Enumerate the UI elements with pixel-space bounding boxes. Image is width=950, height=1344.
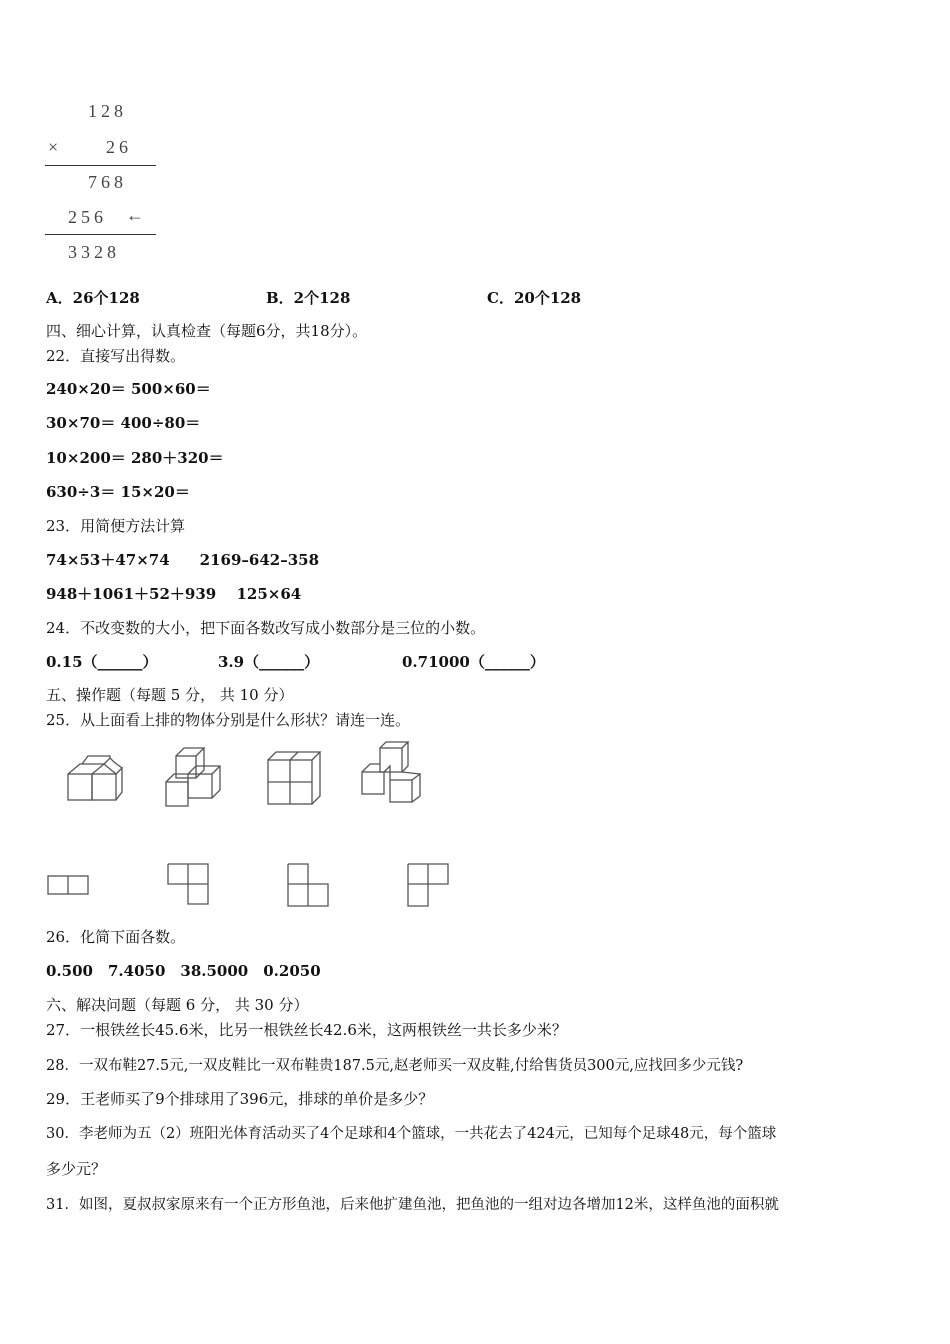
q24-title: 24．不改变数的大小，把下面各数改写成小数部分是三位的小数。 xyxy=(46,619,486,637)
section-6-title: 六、解决问题（每题 6 分， 共 30 分） xyxy=(46,996,309,1014)
option-c: C．20个128 xyxy=(487,289,582,307)
cube-figure-2 xyxy=(158,744,228,810)
mult-partial1: 768 xyxy=(88,172,127,192)
top-view-shape-4 xyxy=(404,860,454,910)
mult-second: 26 xyxy=(106,137,132,157)
mult-result: 3328 xyxy=(68,242,120,262)
q23-row: 74×53＋47×74 2169–642–358 xyxy=(46,551,320,569)
arrow-left-icon: ← xyxy=(126,205,148,225)
mult-rule-2 xyxy=(45,234,156,235)
q22-row: 630÷3＝ 15×20＝ xyxy=(46,483,190,501)
q30-line-2: 多少元？ xyxy=(46,1160,107,1178)
q27: 27．一根铁丝长45.6米，比另一根铁丝长42.6米，这两根铁丝一共长多少米？ xyxy=(46,1021,567,1039)
q22-title: 22．直接写出得数。 xyxy=(46,347,186,365)
q22-row: 240×20＝ 500×60＝ xyxy=(46,380,211,398)
q29: 29．王老师买了9个排球用了396元，排球的单价是多少？ xyxy=(46,1090,434,1108)
option-a: A．26个128 xyxy=(46,289,140,307)
q24-item: 0.15（______） xyxy=(46,653,158,671)
top-view-shape-1 xyxy=(46,872,92,898)
top-view-shape-2 xyxy=(164,860,214,908)
q24-item: 3.9（______） xyxy=(218,653,320,671)
option-b: B．2个128 xyxy=(266,289,351,307)
q30-line-1: 30．李老师为五（2）班阳光体育活动买了4个足球和4个篮球，一共花去了424元，已知每个足球48元，每个篮球 xyxy=(46,1126,777,1142)
q24-item: 0.71000（______） xyxy=(402,653,545,671)
cube-figure-1 xyxy=(62,752,128,804)
q23-title: 23．用简便方法计算 xyxy=(46,517,186,535)
q26-row: 0.500 7.4050 38.5000 0.2050 xyxy=(46,962,321,980)
section-4-title: 四、细心计算，认真检查（每题6分，共18分）。 xyxy=(46,322,368,340)
q23-row: 948＋1061＋52＋939 125×64 xyxy=(46,585,302,603)
cube-figure-4 xyxy=(356,738,428,808)
q28: 28．一双布鞋27.5元,一双皮鞋比一双布鞋贵187.5元,赵老师买一双皮鞋,付给售货员300元,应找回多少元钱? xyxy=(46,1058,744,1074)
top-view-shape-3 xyxy=(284,860,334,910)
q26-title: 26．化简下面各数。 xyxy=(46,928,186,946)
cube-figure-3 xyxy=(260,746,326,808)
q22-row: 30×70＝ 400÷80＝ xyxy=(46,414,201,432)
mult-rule-1 xyxy=(45,165,156,166)
q22-row: 10×200＝ 280＋320＝ xyxy=(46,449,224,467)
section-5-title: 五、操作题（每题 5 分， 共 10 分） xyxy=(46,686,294,704)
mult-top: 128 xyxy=(88,101,127,121)
mult-partial2: 256 xyxy=(68,207,107,227)
q25-title: 25．从上面看上排的物体分别是什么形状？请连一连。 xyxy=(46,711,411,729)
q31: 31．如图，夏叔叔家原来有一个正方形鱼池，后来他扩建鱼池，把鱼池的一组对边各增加12米，这样鱼池的面积就 xyxy=(46,1197,779,1213)
times-sign: × xyxy=(48,137,63,157)
